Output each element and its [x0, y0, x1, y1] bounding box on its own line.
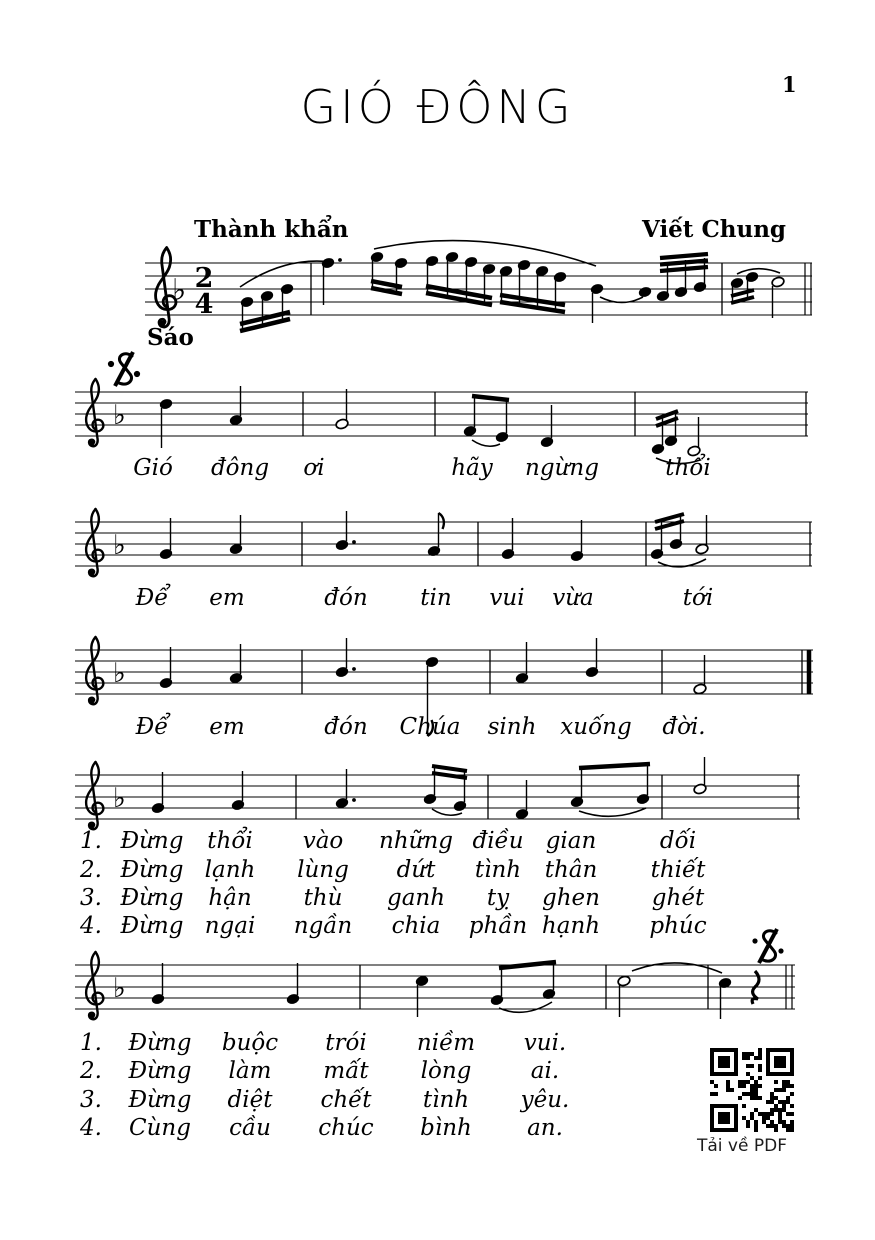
lyric-word: ghen [542, 885, 600, 911]
lyric-word: đón [324, 714, 368, 740]
lyric-word: phần [468, 913, 528, 939]
verse-number: 2. [80, 1058, 102, 1084]
lyric-word: cầu [229, 1115, 271, 1141]
lyric-word: tình [474, 857, 522, 883]
lyric-word: thân [544, 857, 598, 883]
lyric-word: buộc [221, 1030, 279, 1056]
lyric-word: điều [472, 828, 524, 854]
lyric-word: Gió [133, 455, 173, 481]
verse-row [0, 913, 875, 942]
lyric-word: Cùng [129, 1115, 191, 1141]
instrument-label: Sáo [147, 324, 194, 351]
lyric-word: Đừng [120, 885, 184, 911]
composer-name: Viết Chung [642, 216, 786, 243]
lyric-word: Để [135, 585, 169, 611]
lyric-word: ai. [530, 1058, 560, 1084]
flat-icon: ♭ [113, 783, 126, 814]
verse-number: 1. [80, 828, 102, 854]
lyric-word: vào [302, 828, 344, 854]
lyric-word: lòng [420, 1058, 472, 1084]
lyric-word: những [379, 828, 453, 854]
lyric-word: tỵ [486, 885, 510, 911]
lyric-word: ghét [651, 885, 705, 911]
lyric-word: diệt [227, 1087, 273, 1113]
lyric-word: Đừng [120, 857, 184, 883]
qr-code [710, 1048, 794, 1132]
lyric-word: ngần [293, 913, 353, 939]
lyric-word: mất [323, 1058, 369, 1084]
lyric-word: dối [659, 828, 697, 854]
lyric-word: vừa [552, 585, 594, 611]
qr-label[interactable]: Tải về PDF [697, 1136, 787, 1156]
song-title: GIÓ ĐÔNG [300, 80, 575, 134]
lyric-word: đông [210, 455, 270, 481]
lyric-word: ganh [386, 885, 446, 911]
lyric-word: niềm [416, 1030, 476, 1056]
verse-number: 4. [80, 913, 102, 939]
svg-text:4: 4 [194, 289, 214, 320]
lyric-word: phúc [649, 913, 707, 939]
lyric-word: Đừng [128, 1087, 192, 1113]
verse-number: 2. [80, 857, 102, 883]
lyric-word: Đừng [120, 913, 184, 939]
lyric-word: dứt [396, 857, 436, 883]
staff-3 [75, 509, 812, 576]
lyric-word: chia [391, 913, 441, 939]
time-signature [195, 263, 214, 320]
lyric-word: ngại [204, 913, 256, 939]
staff-2 [75, 352, 808, 464]
lyric-word: Đừng [128, 1058, 192, 1084]
verse-number: 3. [80, 885, 102, 911]
page-number: 1 [782, 72, 797, 97]
lyric-word: ngừng [525, 455, 599, 481]
lyric-word: xuống [560, 714, 632, 740]
segno-icon [108, 352, 139, 386]
lyric-word: thù [303, 885, 343, 911]
lyric-word: Chúa [399, 714, 461, 740]
lyric-word: vui. [523, 1030, 567, 1056]
lyric-word: hạnh [541, 913, 601, 939]
lyric-word: tình [422, 1087, 470, 1113]
lyric-word: em [209, 714, 245, 740]
lyric-word: Đừng [128, 1030, 192, 1056]
flat-icon: ♭ [113, 973, 126, 1004]
lyric-word: đón [324, 585, 368, 611]
lyric-word: ơi [303, 455, 325, 481]
lyric-word: thiết [650, 857, 706, 883]
flat-icon: ♭ [113, 658, 126, 689]
staff-6 [75, 952, 795, 1019]
lyric-word: đời. [662, 714, 706, 740]
lyric-word: Để [135, 714, 169, 740]
lyric-word: an. [527, 1115, 563, 1141]
verse-row [0, 885, 875, 914]
staff-5 [75, 757, 800, 829]
lyric-word: chúc [318, 1115, 374, 1141]
flat-icon: ♭ [172, 273, 187, 308]
lyric-word: em [209, 585, 245, 611]
svg-text:2: 2 [194, 263, 214, 294]
lyric-word: tin [420, 585, 452, 611]
lyric-word: vui [489, 585, 525, 611]
lyric-word: bình [420, 1115, 472, 1141]
lyric-word: làm [228, 1058, 272, 1084]
lyric-word: thổi [207, 828, 253, 854]
lyric-word: chết [320, 1087, 372, 1113]
verse-number: 3. [80, 1087, 102, 1113]
lyric-word: hận [208, 885, 252, 911]
lyric-word: sinh [487, 714, 537, 740]
flat-icon: ♭ [113, 530, 126, 561]
verse-number: 1. [80, 1030, 102, 1056]
lyric-word: lùng [297, 857, 349, 883]
lyric-word: tới [682, 585, 714, 611]
verse-row [0, 857, 875, 886]
lyric-word: Đừng [120, 828, 184, 854]
lyric-word: hãy [451, 455, 493, 481]
flat-icon: ♭ [113, 400, 126, 431]
lyric-word: lạnh [204, 857, 256, 883]
lyric-word: yêu. [520, 1087, 570, 1113]
lyric-word: gian [545, 828, 597, 854]
staff-1 [145, 241, 812, 331]
lyric-word: thổi [665, 455, 711, 481]
tempo-marking: Thành khẩn [194, 216, 349, 243]
lyric-word: trói [325, 1030, 367, 1056]
verse-number: 4. [80, 1115, 102, 1141]
verse-row [0, 828, 875, 857]
download-pdf-qr[interactable] [697, 1048, 810, 1168]
